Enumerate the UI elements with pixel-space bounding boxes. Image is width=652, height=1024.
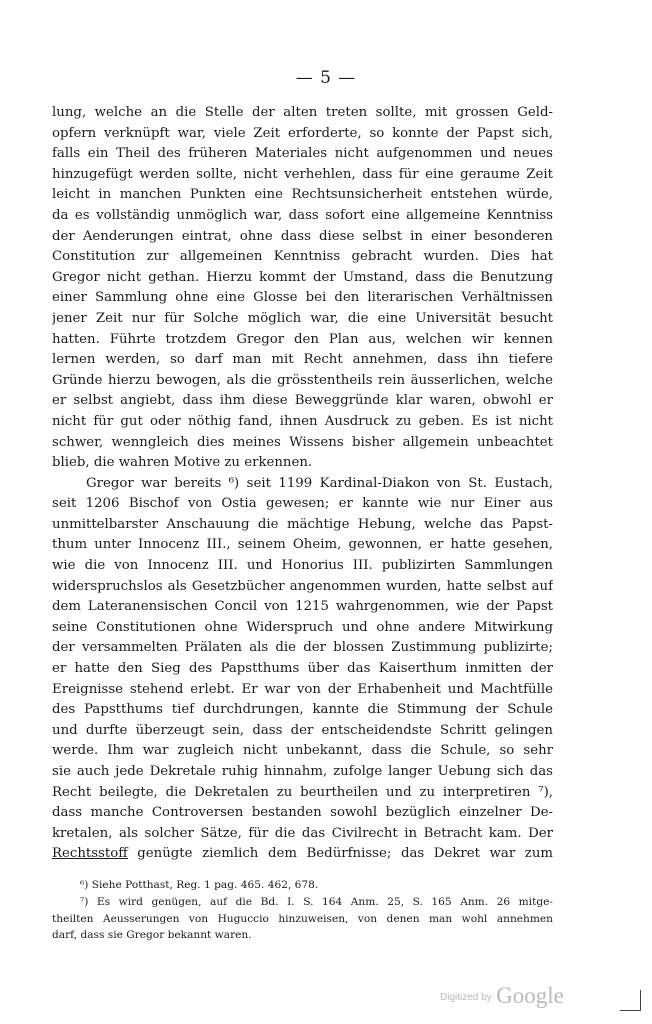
text-line: seine Constitutionen ohne Widerspruch und ohne andere Mitwirkung [52, 619, 553, 635]
text-line: des Papstthums tief durchdrungen, kannte die Stimmung der Schule [52, 702, 553, 718]
footnote-line: ⁶) Siehe Potthast, Reg. 1 pag. 465. 462, 678. [80, 879, 319, 891]
text-line: sie auch jede Dekretale ruhig hinnahm, zufolge langer Uebung sich das [52, 764, 553, 779]
footnote-line: ⁷) Es wird genügen, auf die Bd. I. S. 164 Anm. 25, S. 165 Anm. 26 mitge- [80, 895, 553, 908]
crop-corner-mark [620, 990, 641, 1011]
text-line: schwer, wenngleich dies meines Wissens bisher allgemein unbeachtet [52, 434, 553, 450]
body-text [52, 103, 553, 865]
watermark-prefix: Digitized by [440, 992, 492, 1003]
page-number: — 5 — [295, 68, 357, 88]
text-line: er selbst angiebt, dass ihm diese Beweggründe klar waren, obwohl er [52, 393, 553, 409]
text-line: da es vollständig unmöglich war, dass sofort eine allgemeine Kenntniss [52, 207, 553, 223]
text-line: thum unter Innocenz III., seinem Oheim, gewonnen, er hatte gesehen, [52, 537, 553, 553]
digitized-watermark [440, 983, 564, 1009]
text-line: unmittelbarster Anschauung die mächtige Hebung, welche das Papst- [52, 516, 553, 532]
text-line: Constitution zur allgemeinen Kenntniss gebracht wurden. Dies hat [52, 249, 553, 265]
text-line: Gregor war bereits ⁶) seit 1199 Kardinal-Diakon von St. Eustach, [86, 475, 553, 491]
text-line: widerspruchslos als Gesetzbücher angenommen wurden, hatte selbst auf [52, 578, 553, 594]
text-line: Recht beilegte, die Dekretalen zu beurtheilen und zu interpretiren ⁷), [52, 784, 553, 800]
text-line: Gregor nicht gethan. Hierzu kommt der Umstand, dass die Benutzung [52, 269, 553, 285]
footnotes [52, 877, 553, 944]
text-line: werde. Ihm war zugleich nicht unbekannt, dass die Schule, so sehr [52, 743, 553, 759]
text-line: lung, welche an die Stelle der alten treten sollte, mit grossen Geld- [52, 105, 553, 120]
text-line: einer Sammlung ohne eine Glosse bei den literarischen Verhältnissen [52, 290, 553, 306]
text-line: Ereignisse stehend erlebt. Er war von der Erhabenheit und Machtfülle [52, 681, 553, 697]
text-line: und durfte überzeugt sein, dass der entscheidendste Schritt gelingen [52, 722, 553, 738]
text-line: dass manche Controversen bestanden sowohl bezüglich einzelner De- [52, 805, 553, 821]
footnote-line: darf, dass sie Gregor bekannt waren. [52, 929, 252, 942]
text-line: seit 1206 Bischof von Ostia gewesen; er kannte wie nur Einer aus [52, 496, 553, 512]
text-line: nicht für gut oder nöthig fand, ihnen Ausdruck zu geben. Es ist nicht [52, 413, 553, 429]
text-line: Rechtsstoff genügte ziemlich dem Bedürfnisse; das Dekret war zum [52, 846, 553, 862]
footnote-divider [52, 858, 128, 859]
text-line: hinzugefügt werden sollte, nicht verhehlen, dass für eine geraume Zeit [52, 166, 553, 182]
text-line: dem Lateranensischen Concil von 1215 wahrgenommen, wie der Papst [52, 599, 553, 615]
text-line: wie die von Innocenz III. und Honorius III. publizirten Sammlungen [52, 558, 553, 574]
text-line: kretalen, als solcher Sätze, für die das Civilrecht in Betracht kam. Der [52, 825, 553, 841]
text-line: falls ein Theil des früheren Materiales nicht aufgenommen und neues [52, 146, 553, 162]
text-line: leicht in manchen Punkten eine Rechtsunsicherheit entstehen würde, [52, 187, 553, 203]
text-line: der Aenderungen eintrat, ohne dass diese selbst in einer besonderen [52, 228, 553, 244]
text-line: er hatte den Sieg des Papstthums über das Kaiserthum inmitten der [52, 661, 553, 677]
google-logo: Google [496, 983, 564, 1008]
text-line: lernen werden, so darf man mit Recht annehmen, dass ihn tiefere [52, 352, 553, 368]
footnote-line: theilten Aeusserungen von Huguccio hinzuweisen, von denen man wohl annehmen [52, 912, 553, 925]
text-line: jener Zeit nur für Solche möglich war, die eine Universität besucht [52, 310, 553, 326]
text-line: hatten. Führte trotzdem Gregor den Plan aus, welchen wir kennen [52, 331, 553, 347]
text-line: der versammelten Prälaten als die der blossen Zustimmung publizirte; [52, 640, 553, 656]
text-line: Gründe hierzu bewogen, als die grösstentheils rein äusserlichen, welche [52, 372, 553, 388]
text-line: opfern verknüpft war, viele Zeit erforderte, so konnte der Papst sich, [52, 125, 553, 141]
text-line: blieb, die wahren Motive zu erkennen. [52, 455, 313, 471]
